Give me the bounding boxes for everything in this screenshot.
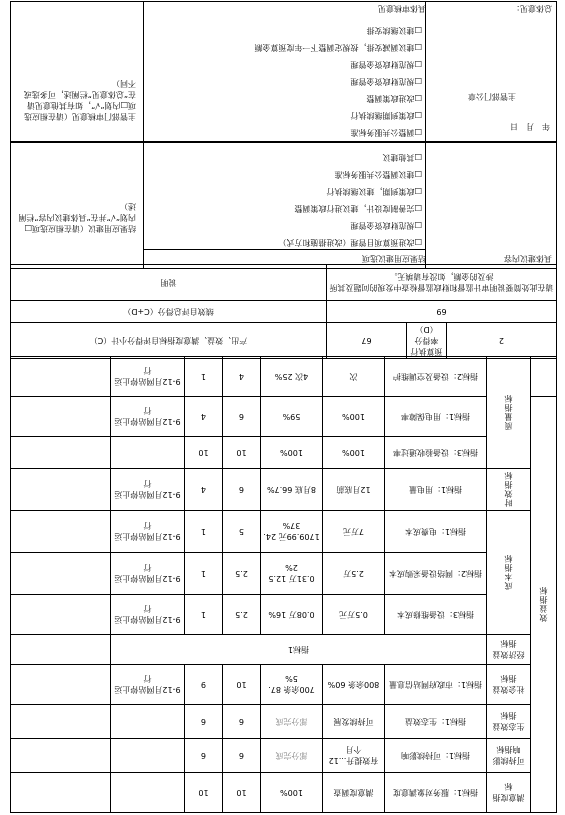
weight-cell: 6	[223, 469, 261, 511]
reason-cell: 9-12月网站停止运行	[111, 595, 185, 635]
score-summary-table	[10, 264, 557, 359]
reason-cell	[111, 739, 185, 773]
target-cell: 7万元	[323, 511, 385, 553]
application-content-header: 具体建议内容	[504, 254, 552, 263]
table-row	[11, 357, 557, 397]
reason-cell: 9-12月网站停止运行	[111, 553, 185, 595]
score-cell: 9	[185, 665, 223, 705]
review-options	[148, 20, 424, 138]
application-option[interactable]: □政策到期，建议继续执行	[326, 187, 422, 196]
reason-cell	[111, 773, 185, 813]
budget-score-value: 2	[447, 323, 557, 359]
extra-cell	[11, 773, 111, 813]
application-option[interactable]: □其他建议	[382, 153, 422, 162]
extra-cell	[11, 397, 111, 437]
table-row	[11, 773, 557, 813]
reason-cell: 9-12月网站停止运行	[111, 397, 185, 437]
score-cell: 10	[185, 773, 223, 813]
indicator-cell: 指标3：设备验收通过率	[385, 437, 487, 469]
actual-cell: 部分完成	[261, 739, 323, 773]
weight-cell: 6	[223, 739, 261, 773]
actual-cell: 59%	[261, 397, 323, 437]
review-overall-header: 总体意见：	[512, 4, 552, 13]
secondary-header: 成本指标	[487, 511, 531, 635]
review-option[interactable]: □改进政策调整	[366, 94, 422, 103]
reason-cell	[111, 437, 185, 469]
subtotal-value: 67	[327, 323, 407, 359]
extra-cell	[11, 739, 111, 773]
actual-cell: 1709.99元 24.37%	[261, 511, 323, 553]
extra-cell	[11, 705, 111, 739]
actual-cell: 0.08万 16%	[261, 595, 323, 635]
indicator-cell: 指标1：服务对象满意度	[385, 773, 487, 813]
score-cell: 1	[185, 553, 223, 595]
score-cell: 1	[185, 357, 223, 397]
secondary-header: 社会效益指标	[487, 665, 531, 705]
table-row	[11, 437, 557, 469]
review-options-header: 具体审核意见	[378, 4, 426, 13]
table-row	[11, 595, 557, 635]
secondary-header: 时效指标	[487, 469, 531, 511]
score-cell: 6	[185, 705, 223, 739]
total-score-label: 绩效自评总得分（C+D）	[11, 301, 327, 323]
target-cell: 满意度调查	[323, 773, 385, 813]
score-cell: 6	[185, 739, 223, 773]
table-row	[11, 739, 557, 773]
extra-cell	[11, 469, 111, 511]
actual-cell: 0.31万 12.52%	[261, 553, 323, 595]
reason-cell: 9-12月网站停止运行	[111, 357, 185, 397]
indicator-cell: 指标3：设备维修成本	[385, 595, 487, 635]
actual-cell: 部分完成	[261, 705, 323, 739]
notes-text: 请在此处简要说明审计监督和财政监督检查中发现的问题及其所涉及的金额，如没有请填无。	[327, 265, 557, 301]
review-option[interactable]: □建议调减安排，按规定调整下一年度预算金额	[254, 43, 422, 52]
reason-cell: 9-12月网站停止运行	[111, 511, 185, 553]
secondary-header: 生态效益指标	[487, 705, 531, 739]
application-option[interactable]: □建议调整公共服务标准	[334, 170, 422, 179]
notes-label: 说明	[11, 265, 327, 301]
score-cell: 1	[185, 511, 223, 553]
review-date: 年 月 日	[510, 122, 550, 131]
reason-cell	[111, 705, 185, 739]
weight-cell: 10	[223, 437, 261, 469]
target-cell: 100%	[323, 437, 385, 469]
extra-cell	[11, 665, 111, 705]
budget-score-label: 预算执行率得分（D）	[407, 323, 447, 359]
extra-cell	[11, 357, 111, 397]
weight-cell: 4	[223, 357, 261, 397]
score-cell: 4	[185, 397, 223, 437]
subtotal-label: 产出、效益、满意度指标自评得分小计（C）	[11, 323, 327, 359]
review-option[interactable]: □调整公共服务标准	[350, 128, 422, 137]
secondary-header: 可持续影响指标	[487, 739, 531, 773]
application-option[interactable]: □规范财政资金管理	[350, 221, 422, 230]
application-option[interactable]: □改进预算项目管理（改进措施和方式）	[278, 238, 422, 247]
score-cell: 10	[185, 437, 223, 469]
weight-cell: 5	[223, 511, 261, 553]
indicator-cell: 指标2：设备及空调维护	[385, 357, 487, 397]
table-row	[11, 511, 557, 553]
review-option[interactable]: □规范财政资金管理	[350, 60, 422, 69]
target-cell: 2.5万	[323, 553, 385, 595]
review-seal: 主管部门公章	[468, 92, 516, 101]
score-cell: 4	[185, 469, 223, 511]
indicator-table	[10, 356, 557, 813]
target-cell: 12月底前	[323, 469, 385, 511]
actual-cell: 8月底 66.7%	[261, 469, 323, 511]
review-section	[10, 1, 557, 143]
review-option[interactable]: □建议继续安排	[366, 26, 422, 35]
secondary-header: 经济效益指标	[487, 635, 531, 665]
secondary-header: 质量指标	[487, 357, 531, 469]
score-cell: 1	[185, 595, 223, 635]
indicator-cell: 指标1	[111, 635, 487, 665]
extra-cell	[11, 595, 111, 635]
actual-cell: 100%	[261, 773, 323, 813]
indicator-cell: 指标1：电费成本	[385, 511, 487, 553]
actual-cell: 700余条 87.5%	[261, 665, 323, 705]
review-option[interactable]: □规范财政资金管理	[350, 77, 422, 86]
table-row	[11, 553, 557, 595]
extra-cell	[11, 553, 111, 595]
indicator-cell: 指标1：可持续影响	[385, 739, 487, 773]
indicator-cell: 指标1：市政府网站信息量	[385, 665, 487, 705]
weight-cell: 2.5	[223, 553, 261, 595]
weight-cell: 10	[223, 665, 261, 705]
review-label: 主管部门审核意见（请在相应选项□内划“√”，如有其他意见请在“总体意见”栏阐述，可多选或不同）	[23, 79, 136, 121]
extra-cell	[11, 511, 111, 553]
table-row	[11, 705, 557, 739]
weight-cell: 6	[223, 705, 261, 739]
reason-cell: 9-12月网站停止运行	[111, 469, 185, 511]
review-option[interactable]: □政策到期继续执行	[350, 111, 422, 120]
indicator-cell: 指标1：用电量	[385, 469, 487, 511]
indicator-cell: 指标2：网络设备采购成本	[385, 553, 487, 595]
primary-header: 效益指标	[531, 397, 557, 813]
indicator-cell: 指标1：用电保障率	[385, 397, 487, 437]
application-options	[148, 144, 424, 248]
table-row	[11, 397, 557, 437]
weight-cell: 6	[223, 397, 261, 437]
total-score-value: 69	[327, 301, 557, 323]
target-cell: 可持续发展	[323, 705, 385, 739]
table-row	[11, 665, 557, 705]
indicator-cell: 指标1：生态效益	[385, 705, 487, 739]
actual-cell: 4次 25%	[261, 357, 323, 397]
table-row	[11, 635, 557, 665]
application-options-header: 结果应用建议选项	[362, 254, 426, 263]
target-cell: 0.5万元	[323, 595, 385, 635]
extra-cell	[11, 635, 111, 665]
target-cell: 次	[323, 357, 385, 397]
application-section	[10, 141, 557, 269]
weight-cell: 10	[223, 773, 261, 813]
actual-cell: 100%	[261, 437, 323, 469]
secondary-header: 满意度指标	[487, 773, 531, 813]
target-cell: 100%	[323, 397, 385, 437]
table-row	[11, 469, 557, 511]
reason-cell: 9-12月网站停止运行	[111, 665, 185, 705]
extra-cell	[11, 437, 111, 469]
target-cell: 有效提升...12个月	[323, 739, 385, 773]
target-cell: 800余条 60%	[323, 665, 385, 705]
application-option[interactable]: □完善制度设计，建议进行政策调整	[294, 204, 422, 213]
application-label: 结果应用建议（请在相应选项□内划“√”并在“具体建议内容”栏阐述）	[18, 202, 136, 233]
weight-cell: 2.5	[223, 595, 261, 635]
